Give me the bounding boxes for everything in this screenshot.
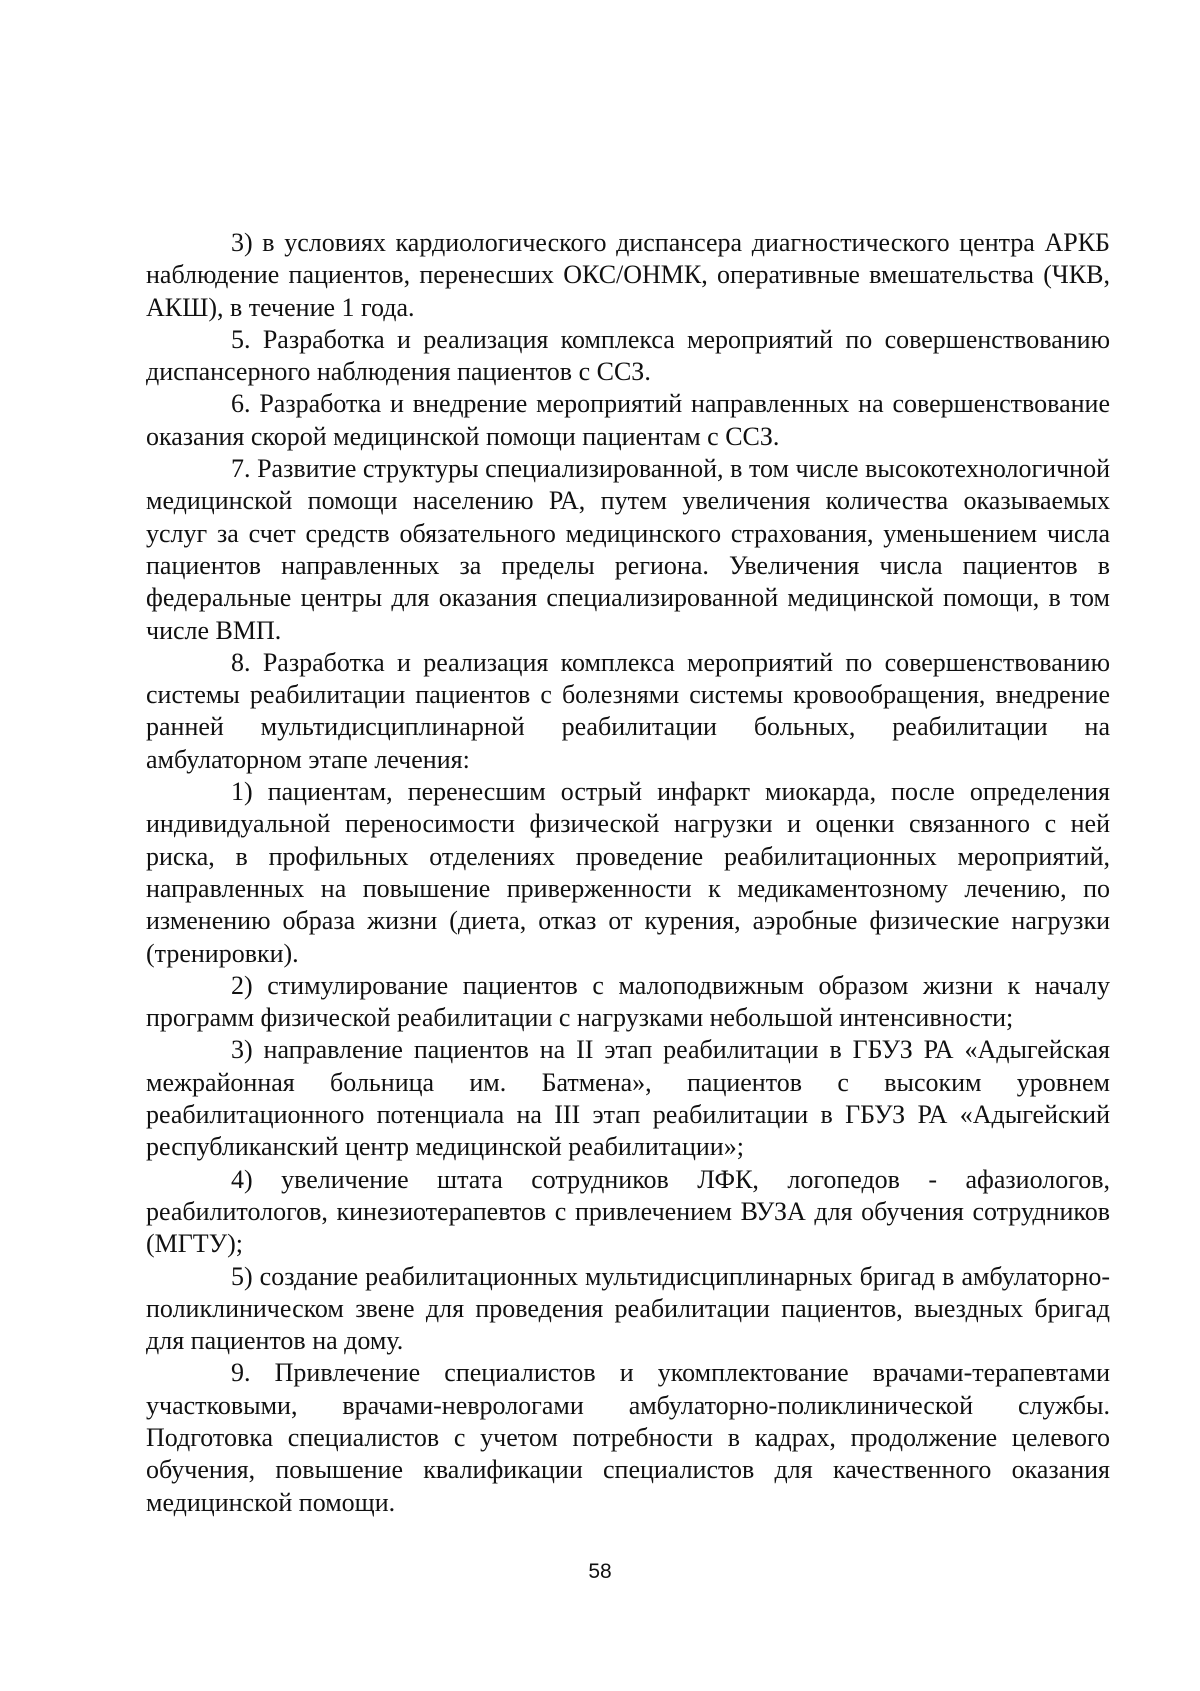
paragraph-item-3-rehabilitation-stages: 3) направление пациентов на II этап реабилитации в ГБУЗ РА «Адыгейская межрайонная больница им. Батмена», пациентов с высоким уровнем реабилитационного потенциала на III этап реабилитации в ГБУЗ РА «Адыгейский республиканский центр медицинской реабилитации»; xyxy=(146,1035,1110,1162)
paragraph-6-emergency-care: 6. Разработка и внедрение мероприятий направленных на совершенствование оказания скорой медицинской помощи пациентам с ССЗ. xyxy=(146,389,1110,451)
paragraph-item-1-myocardial-infarction: 1) пациентам, перенесшим острый инфаркт миокарда, после определения индивидуальной переносимости физической нагрузки и оценки связанного с ней риска, в профильных отделениях проведение реабилитационных мероприятий, направленных на повышение приверженности к медикаментозному лечению, по изменению образа жизни (диета, отказ от курения, аэробные физические нагрузки (тренировки). xyxy=(146,777,1110,968)
paragraph-5-dispensary-observation: 5. Разработка и реализация комплекса мероприятий по совершенствованию диспансерного наблюдения пациентов с ССЗ. xyxy=(146,324,1110,387)
page-number: 58 xyxy=(588,1560,612,1583)
document-body xyxy=(146,227,1110,1519)
paragraph-7-specialized-care: 7. Развитие структуры специализированной, в том числе высокотехнологичной медицинской помощи населению РА, путем увеличения количества оказываемых услуг за счет средств обязательного медицинского страхования, уменьшением числа пациентов направленных за пределы региона. Увеличения числа пациентов в федеральные центры для оказания специализированной медицинской помощи, в том числе ВМП. xyxy=(146,454,1110,645)
paragraph-item-3-diagnostic-center: 3) в условиях кардиологического диспансера диагностического центра АРКБ наблюдение пациентов, перенесших ОКС/ОНМК, оперативные вмешательства (ЧКВ, АКШ), в течение 1 года. xyxy=(146,228,1110,322)
paragraph-item-5-multidisciplinary-teams: 5) создание реабилитационных мультидисциплинарных бригад в амбулаторно- поликлиническом звене для проведения реабилитации пациентов, выездных бригад для пациентов на дому. xyxy=(146,1261,1110,1356)
paragraph-item-4-staff-increase: 4) увеличение штата сотрудников ЛФК, логопедов - афазиологов, реабилитологов, кинезиотерапевтов с привлечением ВУЗА для обучения сотрудников (МГТУ); xyxy=(146,1164,1110,1259)
paragraph-8-rehabilitation: 8. Разработка и реализация комплекса мероприятий по совершенствованию системы реабилитации пациентов с болезнями системы кровообращения, внедрение ранней мультидисциплинарной реабилитации больных, реабилитации на амбулаторном этапе лечения: xyxy=(146,647,1110,774)
paragraph-item-2-low-mobility: 2) стимулирование пациентов с малоподвижным образом жизни к началу программ физической реабилитации с нагрузками небольшой интенсивности; xyxy=(146,970,1110,1033)
paragraph-9-specialists: 9. Привлечение специалистов и укомплектование врачами-терапевтами участковыми, врачами-неврологами амбулаторно-поликлинической службы. Подготовка специалистов с учетом потребности в кадрах, продолжение целевого обучения, повышение квалификации специалистов для качественного оказания медицинской помощи. xyxy=(146,1358,1110,1517)
